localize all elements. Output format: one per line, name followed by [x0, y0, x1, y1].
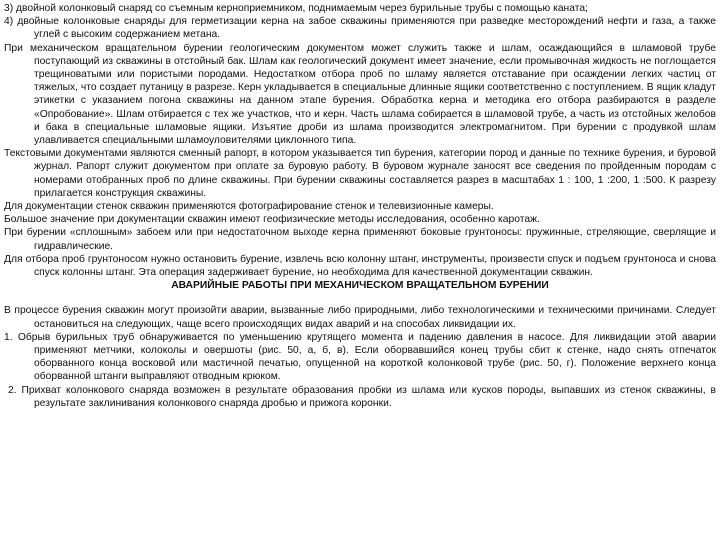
section-point-2: 2. Прихват колонкового снаряда возможен в результате образования пробки из шлама или кусков породы, выпавших из стенок скважины, в результате заклинивания колонкового снаряда дробью и прижога коронки. — [8, 384, 716, 409]
paragraph-shlam: При механическом вращательном бурении геологическим документом может служить также и шлам, осаждающийся в шламовой трубе поступающий из скважины в отстойный бак. Шлам как геологический документ имеет значение, если промывочная жидкость не поглощается трещиноватыми или пористыми породами. Недостатком отбора проб по шламу является отставание при осаждении легких частиц от тяжелых, что создает путаницу в разрезе. Керн укладывается в специальные длинные ящики соответственно с поступлением. В ящик кладут этикетки с указанием погона скважины на данном этапе бурения. Обработка керна и методика его отбора разбираются в разделе «Опробование». Шлам отбирается с тех же участков, что и керн. Часть шлама собирается в шламовой трубе, а часть из отстойных желобов и бака в специальные шламовые ящики. Изъятие дроби из шлама производится электромагнитом. При бурении с продувкой шлам улавливается специальными шламоуловителями циклонного типа. — [4, 42, 716, 147]
list-item-4: 4) двойные колонковые снаряды для герметизации керна на забое скважины применяются при разведке месторождений нефти и газа, а также углей с высоким содержанием метана. — [4, 16, 716, 41]
paragraph-side-samplers: При бурении «сплошным» забоем или при недостаточном выходе керна применяют боковые грунтоносы: пружинные, стреляющие, сверлящие и гидравлические. — [4, 227, 716, 252]
paragraph-photography: Для документации стенок скважин применяются фотографирование стенок и телевизионные камеры. — [4, 201, 494, 213]
list-item-3: 3) двойной колонковый снаряд со съемным керноприемником, поднимаемым через бурильные трубы с помощью каната; — [4, 3, 588, 14]
paragraph-text-documents: Текстовыми документами являются сменный рапорт, в котором указывается тип бурения, категории пород и данные по технике бурения, и буровой журнал. Рапорт служит документом при оплате за буровую работу. В буровом журнале заносят все сведения по пройденным породам с номерами отобранных проб по длине скважины. При бурении скважины составляется разрез в масштабах 1 : 100, 1 :200, 1 :500. К разрезу прилагается конструкция скважины. — [4, 148, 716, 199]
paragraph-sampling: Для отбора проб грунтоносом нужно остановить бурение, извлечь всю колонну штанг, инструменты, произвести спуск и подъем грунтоноса и снова спуск колонны штанг. Эта операция задерживает бурение, но необходима для качественной документации скважин. — [4, 253, 716, 279]
section-heading: АВАРИЙНЫЕ РАБОТЫ ПРИ МЕХАНИЧЕСКОМ ВРАЩАТЕЛЬНОМ БУРЕНИИ — [171, 280, 549, 292]
section-point-1: 1. Обрыв бурильных труб обнаруживается по уменьшению крутящего момента и падению давления в насосе. Для ликвидации этой аварии применяют метчики, колоколы и овершоты (рис. 50, а, б, в). Если оборвавшийся конец трубы сбит к стенке, надо снять отпечаток оборванного конца восковой или мастичной печатью, опущенной на короткой колонковой трубе (рис. 50, г). Положение верхнего конца оборванной штанги выправляют отводным крюком. — [4, 331, 716, 383]
paragraph-geophysics: Большое значение при документации скважин имеют геофизические методы исследования, особенно каротаж. — [4, 214, 540, 226]
section-intro: В процессе бурения скважин могут произойти аварии, вызванные либо природными, либо технологическими и техническими причинами. Следует остановиться на следующих, чаще всего происходящих видах аварий и на способах ликвидации их. — [4, 305, 716, 330]
